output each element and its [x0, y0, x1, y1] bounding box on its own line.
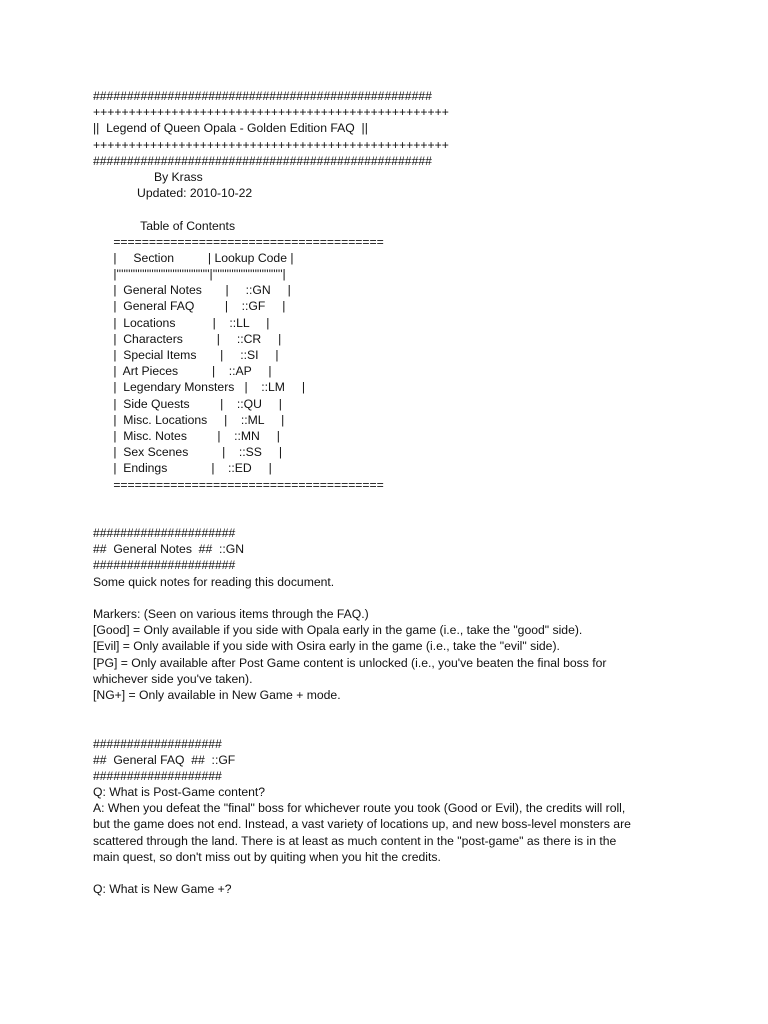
toc-row: | Misc. Notes | ::MN |	[93, 428, 280, 443]
faq-answer: scattered through the land. There is at least as much content in the "post-game" as there is in the	[93, 833, 617, 848]
spacer	[93, 493, 693, 509]
toc-row: | General Notes | ::GN |	[93, 283, 291, 298]
faq-answer: A: When you defeat the "final" boss for whichever route you took (Good or Evil), the credits will roll,	[93, 801, 626, 816]
toc-row: | Characters | ::CR |	[93, 331, 282, 346]
spacer	[93, 865, 693, 881]
toc-rule: ======================================	[93, 477, 384, 492]
section-hash-line: #####################	[93, 526, 236, 541]
paragraph: Some quick notes for reading this document.	[93, 574, 335, 589]
toc-rule: ======================================	[93, 234, 384, 249]
spacer	[93, 201, 693, 217]
updated-date: Updated: 2010-10-22	[93, 186, 253, 201]
header-plus-line: ++++++++++++++++++++++++++++++++++++++++++++++++++	[93, 105, 449, 120]
marker-pg: [PG] = Only available after Post Game content is unlocked (i.e., you've beaten the final boss for	[93, 655, 607, 670]
section-hash-line: ###################	[93, 768, 222, 783]
toc-header-row: | Section | Lookup Code |	[93, 250, 294, 265]
marker-ng: [NG+] = Only available in New Game + mode.	[93, 687, 341, 702]
byline: By Krass	[93, 169, 203, 184]
markers-heading: Markers: (Seen on various items through the FAQ.)	[93, 607, 369, 621]
faq-document	[93, 88, 693, 897]
header-hash-line: ##################################################	[93, 153, 432, 168]
marker-pg-continued: whichever side you've taken).	[93, 671, 253, 686]
faq-question: Q: What is New Game +?	[93, 882, 232, 897]
section-hash-line: #####################	[93, 558, 236, 573]
faq-answer: main quest, so don't miss out by quiting when you hit the credits.	[93, 849, 441, 864]
section-heading-general-faq: ## General FAQ ## ::GF	[93, 752, 236, 767]
header-title: || Legend of Queen Opala - Golden Edition FAQ ||	[93, 121, 368, 136]
marker-evil: [Evil] = Only available if you side with Osira early in the game (i.e., take the "evil" side).	[93, 639, 560, 654]
toc-row: | Side Quests | ::QU |	[93, 396, 282, 411]
toc-divider-row: |''''''''''''''''''''''''''''''''''''''''|''''''''''''''''''''''''''''''|	[93, 267, 286, 282]
section-hash-line: ###################	[93, 736, 222, 751]
faq-answer: but the game does not end. Instead, a vast variety of locations up, and new boss-level monsters are	[93, 817, 631, 832]
toc-row: | Legendary Monsters | ::LM |	[93, 380, 306, 395]
spacer	[93, 703, 693, 719]
toc-row: | Special Items | ::SI |	[93, 348, 279, 362]
marker-good: [Good] = Only available if you side with Opala early in the game (i.e., take the "good" side).	[93, 623, 583, 638]
spacer	[93, 509, 693, 525]
toc-row: | Misc. Locations | ::ML |	[93, 412, 285, 427]
header-hash-line: ##################################################	[93, 89, 432, 103]
toc-row: | Art Pieces | ::AP |	[93, 364, 272, 379]
toc-row: | General FAQ | ::GF |	[93, 299, 286, 314]
spacer	[93, 719, 693, 735]
toc-title: Table of Contents	[93, 218, 236, 233]
toc-row: | Locations | ::LL |	[93, 315, 270, 330]
header-plus-line: ++++++++++++++++++++++++++++++++++++++++++++++++++	[93, 137, 449, 152]
section-heading-general-notes: ## General Notes ## ::GN	[93, 542, 245, 557]
faq-question: Q: What is Post-Game content?	[93, 785, 266, 800]
spacer	[93, 590, 693, 606]
toc-row: | Endings | ::ED |	[93, 461, 272, 476]
toc-row: | Sex Scenes | ::SS |	[93, 445, 282, 460]
